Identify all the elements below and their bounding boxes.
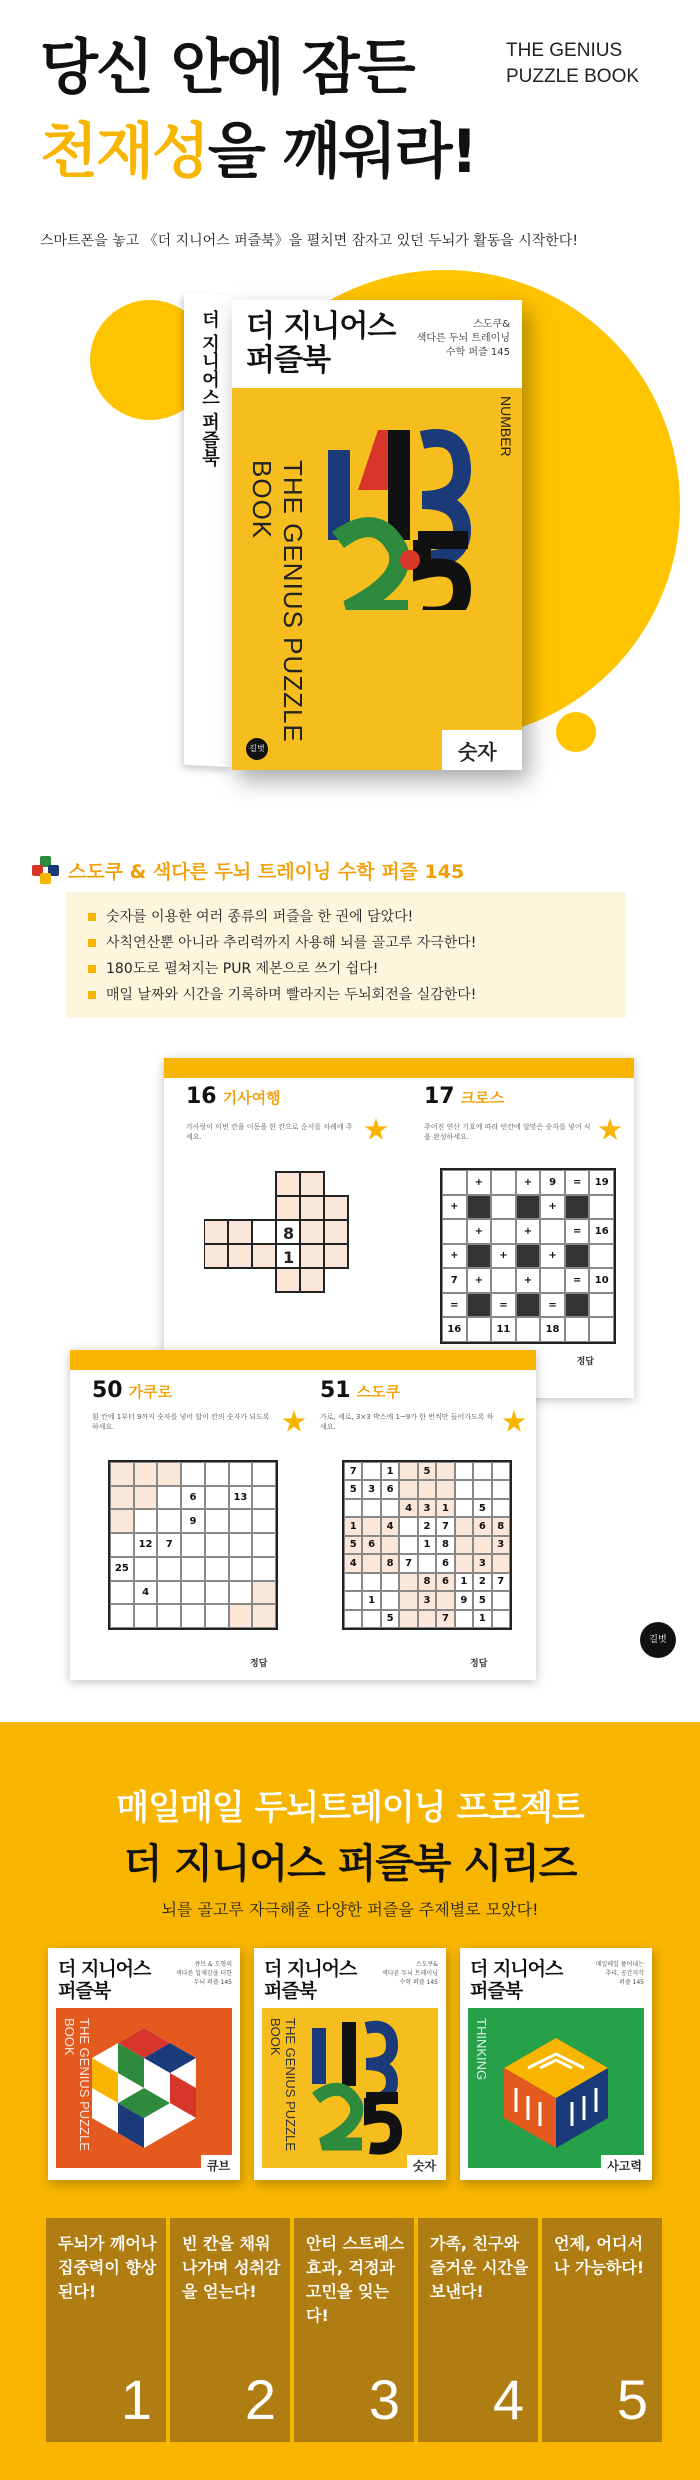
- grid-cell: [229, 1557, 253, 1581]
- grid-cell: [491, 1268, 516, 1293]
- series-book-subtitle: 매일매일 풀어내는 추리, 공간지각 퍼즐 145: [595, 1961, 644, 1986]
- book-cover: [232, 300, 522, 770]
- maze-pattern-icon: [468, 2008, 644, 2168]
- grid-cell: [516, 1195, 541, 1220]
- grid-cell: [467, 1195, 492, 1220]
- grid-cell: 6: [436, 1573, 454, 1591]
- grid-cell: 8: [492, 1517, 510, 1535]
- benefit-card: [170, 2218, 290, 2442]
- cover-number-label: NUMBER: [498, 396, 514, 457]
- spread-16-17: [164, 1058, 634, 1398]
- grid-cell: [157, 1486, 181, 1510]
- grid-cell: [436, 1591, 454, 1609]
- grid-cell: [399, 1517, 417, 1535]
- cover-title: [246, 310, 395, 378]
- features-title: 스도쿠 & 색다른 두뇌 트레이닝 수학 퍼즐 145: [68, 860, 465, 883]
- grid-cell: [134, 1462, 158, 1486]
- grid-cell: [252, 1509, 276, 1533]
- answer-label: 정답: [470, 1659, 488, 1669]
- grid-cell: [455, 1554, 473, 1572]
- grid-cell: 8: [436, 1536, 454, 1554]
- grid-cell: [418, 1554, 436, 1572]
- grid-cell: [344, 1591, 362, 1609]
- grid-cell: 5: [473, 1499, 491, 1517]
- series-title: 더 지니어스 퍼즐북 시리즈: [123, 1841, 577, 1887]
- grid-cell: +: [516, 1268, 541, 1293]
- grid-cell: [381, 1591, 399, 1609]
- series-book-vertical-title: THINKING: [474, 2018, 489, 2081]
- cover-title-line1: 더 지니어스: [246, 309, 396, 344]
- series-book-subtitle: 스도쿠& 색다른 두뇌 트레이닝 수학 퍼즐 145: [382, 1961, 438, 1986]
- grid-cell: [362, 1517, 380, 1535]
- grid-cell: [181, 1581, 205, 1605]
- grid-cell: 7: [442, 1268, 467, 1293]
- grid-cell: 7: [157, 1533, 181, 1557]
- grid-cell: [229, 1581, 253, 1605]
- features-list: [66, 892, 626, 1018]
- grid-cell: [252, 1462, 276, 1486]
- series-book-cube: [48, 1948, 240, 2180]
- grid-cell: [344, 1610, 362, 1628]
- series-book-title: 더 지니어스 퍼즐북: [264, 1958, 357, 2002]
- grid-cell: [418, 1610, 436, 1628]
- grid-cell: [205, 1486, 229, 1510]
- puzzle-17-number: 17 크로스: [424, 1084, 505, 1109]
- series-description: 뇌를 골고루 자극해줄 다양한 퍼즐을 주제별로 모았다!: [161, 1900, 539, 1919]
- grid-cell: [491, 1195, 516, 1220]
- grid-cell: +: [491, 1244, 516, 1269]
- puzzle-50-name: 가쿠로: [128, 1383, 173, 1401]
- grid-cell: 3: [362, 1480, 380, 1498]
- grid-cell: [110, 1581, 134, 1605]
- grid-cell: [516, 1244, 541, 1269]
- grid-cell: [455, 1462, 473, 1480]
- grid-cell: [362, 1610, 380, 1628]
- grid-cell: [205, 1557, 229, 1581]
- grid-cell: [473, 1480, 491, 1498]
- grid-cell: +: [467, 1170, 492, 1195]
- answer-label: 정답: [250, 1659, 268, 1669]
- grid-cell: [492, 1554, 510, 1572]
- grid-cell: +: [467, 1268, 492, 1293]
- grid-cell: =: [540, 1293, 565, 1318]
- benefit-text: 언제, 어디서나 가능하다!: [554, 2234, 645, 2277]
- grid-cell: [381, 1573, 399, 1591]
- puzzle-16-name: 기사여행: [222, 1089, 281, 1107]
- cover-subtitle: 스도쿠& 색다른 두뇌 트레이닝 수학 퍼즐 145: [416, 319, 510, 358]
- grid-cell: [589, 1317, 614, 1342]
- grid-cell: [418, 1480, 436, 1498]
- grid-cell: 18: [540, 1317, 565, 1342]
- grid-cell: 4: [381, 1517, 399, 1535]
- grid-cell: =: [565, 1219, 590, 1244]
- grid-cell: [229, 1604, 253, 1628]
- cover-category-box: [442, 730, 522, 770]
- benefit-number: 1: [120, 2368, 152, 2431]
- grid-cell: [442, 1219, 467, 1244]
- decor-dot: [556, 712, 596, 752]
- benefit-text: 빈 칸을 채워 나가며 성취감을 얻는다!: [182, 2234, 281, 2301]
- grid-cell: 7: [344, 1462, 362, 1480]
- puzzle-16-number: 16 기사여행: [186, 1084, 281, 1109]
- grid-cell: [205, 1462, 229, 1486]
- grid-cell: 19: [589, 1170, 614, 1195]
- sample-pages: [0, 1040, 700, 1690]
- grid-cell: [399, 1480, 417, 1498]
- grid-cell: [205, 1604, 229, 1628]
- benefit-card: [294, 2218, 414, 2442]
- grid-cell: [540, 1219, 565, 1244]
- grid-cell: [134, 1604, 158, 1628]
- answer-label: 정답: [576, 1357, 594, 1367]
- grid-cell: [589, 1195, 614, 1220]
- grid-cell: [492, 1480, 510, 1498]
- grid-cell: 1: [344, 1517, 362, 1535]
- grid-cell: [492, 1499, 510, 1517]
- grid-cell: 3: [473, 1554, 491, 1572]
- grid-cell: 12: [134, 1533, 158, 1557]
- features-heading: [32, 856, 464, 884]
- series-book-title: 더 지니어스 퍼즐북: [58, 1958, 151, 2002]
- grid-cell: [491, 1170, 516, 1195]
- grid-cell: [442, 1170, 467, 1195]
- grid-cell: [455, 1499, 473, 1517]
- puzzle-51-instructions: 가로, 세로, 3×3 박스에 1~9가 한 번씩만 들어가도록 하세요.: [320, 1413, 494, 1431]
- series-kicker: 매일매일 두뇌트레이닝 프로젝트: [116, 1788, 584, 1828]
- grid-cell: [455, 1517, 473, 1535]
- number-art-icon: [318, 410, 478, 610]
- page-top-bar: [164, 1058, 634, 1078]
- benefit-text: 가족, 친구와 즐거운 시간을 보낸다!: [430, 2234, 529, 2301]
- grid-cell: 4: [134, 1581, 158, 1605]
- grid-cell: [205, 1581, 229, 1605]
- grid-cell: [492, 1610, 510, 1628]
- puzzle-cube-icon: [32, 856, 60, 884]
- grid-cell: [491, 1219, 516, 1244]
- difficulty-star-icon: [282, 1410, 306, 1434]
- grid-cell: 6: [436, 1554, 454, 1572]
- benefit-number: 5: [616, 2368, 648, 2431]
- benefit-card: [418, 2218, 538, 2442]
- grid-cell: [399, 1536, 417, 1554]
- grid-cell: [362, 1462, 380, 1480]
- grid-cell: 7: [399, 1554, 417, 1572]
- grid-cell: =: [491, 1293, 516, 1318]
- grid-cell: 10: [589, 1268, 614, 1293]
- series-section: [0, 1722, 700, 2480]
- grid-cell: [157, 1604, 181, 1628]
- grid-cell: 9: [181, 1509, 205, 1533]
- grid-cell: [565, 1244, 590, 1269]
- grid-cell: [134, 1557, 158, 1581]
- publisher-logo: 길벗: [640, 1622, 676, 1658]
- grid-cell: 3: [418, 1591, 436, 1609]
- grid-cell: 16: [442, 1317, 467, 1342]
- grid-cell: [344, 1499, 362, 1517]
- grid-cell: 7: [436, 1610, 454, 1628]
- benefit-text: 두뇌가 깨어나 집중력이 향상된다!: [58, 2234, 157, 2301]
- hero-section: [0, 0, 700, 800]
- puzzle-16-instructions: 가사랑이 이번 칸을 이동을 한 칸으로 순서를 차례에 주세요.: [186, 1123, 353, 1141]
- grid-cell: [436, 1462, 454, 1480]
- knight-cell-1: 1: [283, 1248, 295, 1267]
- grid-cell: [157, 1509, 181, 1533]
- page-top-bar: [70, 1350, 536, 1370]
- grid-cell: +: [442, 1195, 467, 1220]
- knight-cell-8: 8: [283, 1224, 295, 1243]
- grid-cell: [399, 1610, 417, 1628]
- lead-text: 스마트폰을 놓고 《더 지니어스 퍼즐북》을 펼치면 잠자고 있던 두뇌가 활동을 시작한다!: [40, 233, 578, 249]
- grid-cell: +: [516, 1170, 541, 1195]
- grid-cell: 5: [381, 1610, 399, 1628]
- grid-cell: 6: [473, 1517, 491, 1535]
- grid-cell: [110, 1509, 134, 1533]
- headline-line1: 당신 안에 잠든: [40, 33, 414, 103]
- grid-cell: [229, 1509, 253, 1533]
- feature-item: 사칙연산뿐 아니라 추리력까지 사용해 뇌를 골고루 자극한다!: [88, 930, 604, 956]
- puzzle-50-number: 50 가쿠로: [92, 1378, 173, 1403]
- grid-cell: 5: [344, 1480, 362, 1498]
- grid-cell: =: [565, 1268, 590, 1293]
- grid-cell: 1: [436, 1499, 454, 1517]
- grid-cell: 1: [455, 1573, 473, 1591]
- series-book-label: 큐브: [201, 2155, 236, 2176]
- series-book-number: [254, 1948, 446, 2180]
- spread-50-51: [70, 1350, 536, 1680]
- series-book-thinking: [460, 1948, 652, 2180]
- grid-cell: [110, 1604, 134, 1628]
- benefit-number: 3: [368, 2368, 400, 2431]
- spine-title: 더 지니어스 퍼즐북: [199, 310, 220, 467]
- grid-cell: [473, 1536, 491, 1554]
- puzzle-51-number: 51 스도쿠: [320, 1378, 401, 1403]
- puzzle-51-name: 스도쿠: [356, 1383, 401, 1401]
- grid-cell: [589, 1244, 614, 1269]
- cover-category: 숫자: [458, 740, 497, 764]
- grid-cell: [252, 1604, 276, 1628]
- grid-cell: [252, 1581, 276, 1605]
- grid-cell: 1: [381, 1462, 399, 1480]
- grid-cell: 6: [362, 1536, 380, 1554]
- difficulty-star-icon: [598, 1118, 622, 1142]
- grid-cell: [344, 1573, 362, 1591]
- grid-cell: 4: [399, 1499, 417, 1517]
- grid-cell: 5: [344, 1536, 362, 1554]
- grid-cell: +: [540, 1244, 565, 1269]
- grid-cell: 7: [492, 1573, 510, 1591]
- grid-cell: 13: [229, 1486, 253, 1510]
- benefit-number: 4: [492, 2368, 524, 2431]
- grid-cell: [467, 1293, 492, 1318]
- feature-item: 숫자를 이용한 여러 종류의 퍼즐을 한 권에 담았다!: [88, 904, 604, 930]
- grid-cell: [157, 1581, 181, 1605]
- puzzle-17-name: 크로스: [460, 1089, 505, 1107]
- grid-cell: [252, 1486, 276, 1510]
- grid-cell: [455, 1610, 473, 1628]
- grid-cell: [181, 1462, 205, 1486]
- grid-cell: [381, 1536, 399, 1554]
- grid-cell: [110, 1486, 134, 1510]
- grid-cell: 5: [418, 1462, 436, 1480]
- grid-cell: [492, 1591, 510, 1609]
- grid-cell: [205, 1509, 229, 1533]
- grid-cell: [252, 1557, 276, 1581]
- grid-cell: 4: [344, 1554, 362, 1572]
- headline-highlight: 천재성: [40, 117, 208, 187]
- sudoku-puzzle-grid: [342, 1460, 512, 1630]
- grid-cell: +: [516, 1219, 541, 1244]
- grid-cell: +: [442, 1244, 467, 1269]
- grid-cell: [473, 1462, 491, 1480]
- grid-cell: 3: [418, 1499, 436, 1517]
- benefit-text: 안티 스트레스 효과, 걱정과 고민을 잊는다!: [306, 2234, 405, 2325]
- grid-cell: [455, 1536, 473, 1554]
- series-book-title: 더 지니어스 퍼즐북: [470, 1958, 563, 2002]
- grid-cell: 1: [418, 1536, 436, 1554]
- grid-cell: [436, 1480, 454, 1498]
- grid-cell: [467, 1317, 492, 1342]
- benefit-card: [542, 2218, 662, 2442]
- puzzle-17-instructions: 주어진 연산 기호에 따라 빈칸에 알맞은 숫자를 넣어 식을 완성하세요.: [424, 1123, 591, 1141]
- benefit-card: [46, 2218, 166, 2442]
- series-book-vertical-title: THE GENIUS PUZZLE BOOK: [268, 2018, 298, 2151]
- grid-cell: [589, 1293, 614, 1318]
- grid-cell: [362, 1573, 380, 1591]
- series-book-label: 사고력: [601, 2155, 648, 2176]
- grid-cell: 2: [418, 1517, 436, 1535]
- grid-cell: [110, 1533, 134, 1557]
- cross-puzzle-grid: [440, 1168, 616, 1344]
- grid-cell: [362, 1554, 380, 1572]
- grid-cell: 8: [418, 1573, 436, 1591]
- headline-rest: 을 깨워라!: [207, 117, 476, 187]
- grid-cell: 16: [589, 1219, 614, 1244]
- grid-cell: 6: [181, 1486, 205, 1510]
- grid-cell: [134, 1509, 158, 1533]
- grid-cell: [229, 1462, 253, 1486]
- difficulty-star-icon: [502, 1410, 526, 1434]
- grid-cell: [381, 1499, 399, 1517]
- grid-cell: 3: [492, 1536, 510, 1554]
- grid-cell: [492, 1462, 510, 1480]
- grid-cell: 9: [540, 1170, 565, 1195]
- grid-cell: 7: [436, 1517, 454, 1535]
- grid-cell: [110, 1462, 134, 1486]
- grid-cell: [540, 1268, 565, 1293]
- grid-cell: [157, 1462, 181, 1486]
- grid-cell: [455, 1480, 473, 1498]
- benefit-number: 2: [244, 2368, 276, 2431]
- grid-cell: 5: [473, 1591, 491, 1609]
- grid-cell: =: [442, 1293, 467, 1318]
- grid-cell: [362, 1499, 380, 1517]
- grid-cell: +: [540, 1195, 565, 1220]
- grid-cell: [399, 1462, 417, 1480]
- series-book-subtitle: 큐브 & 도형의 색다른 입체감을 더한 두뇌 퍼즐 145: [176, 1961, 232, 1986]
- grid-cell: 25: [110, 1557, 134, 1581]
- grid-cell: [565, 1195, 590, 1220]
- grid-cell: [181, 1557, 205, 1581]
- grid-cell: [157, 1557, 181, 1581]
- grid-cell: [229, 1533, 253, 1557]
- grid-cell: 8: [381, 1554, 399, 1572]
- grid-cell: [399, 1573, 417, 1591]
- series-book-vertical-title: THE GENIUS PUZZLE BOOK: [62, 2018, 92, 2151]
- grid-cell: 1: [362, 1591, 380, 1609]
- grid-cell: [399, 1591, 417, 1609]
- grid-cell: [205, 1533, 229, 1557]
- cover-title-line2: 퍼즐북: [246, 343, 330, 378]
- grid-cell: 9: [455, 1591, 473, 1609]
- grid-cell: 1: [473, 1610, 491, 1628]
- grid-cell: [516, 1317, 541, 1342]
- puzzle-50-instructions: 흰 칸에 1부터 9까지 숫자를 넣어 합이 칸의 숫자가 되도록 하세요.: [92, 1413, 270, 1431]
- grid-cell: [134, 1486, 158, 1510]
- english-title: THE GENIUS PUZZLE BOOK: [506, 40, 640, 87]
- series-book-label: 숫자: [407, 2155, 442, 2176]
- grid-cell: [181, 1604, 205, 1628]
- feature-item: 매일 날짜와 시간을 기록하며 빨라지는 두뇌회전을 실감한다!: [88, 982, 604, 1008]
- difficulty-star-icon: [364, 1118, 388, 1142]
- grid-cell: =: [565, 1170, 590, 1195]
- grid-cell: [467, 1244, 492, 1269]
- grid-cell: [565, 1293, 590, 1318]
- grid-cell: [181, 1533, 205, 1557]
- grid-cell: [252, 1533, 276, 1557]
- maze-cover-art: [468, 2008, 644, 2168]
- headline-line2: [40, 117, 476, 187]
- kakuro-puzzle-grid: [108, 1460, 278, 1630]
- publisher-logo: 길벗: [246, 738, 268, 760]
- grid-cell: [516, 1293, 541, 1318]
- grid-cell: 11: [491, 1317, 516, 1342]
- grid-cell: +: [467, 1219, 492, 1244]
- grid-cell: [565, 1317, 590, 1342]
- grid-cell: 2: [473, 1573, 491, 1591]
- grid-cell: 6: [381, 1480, 399, 1498]
- feature-item: 180도로 펼쳐지는 PUR 제본으로 쓰기 쉽다!: [88, 956, 604, 982]
- cover-vertical-title: THE GENIUS PUZZLE BOOK: [247, 460, 308, 743]
